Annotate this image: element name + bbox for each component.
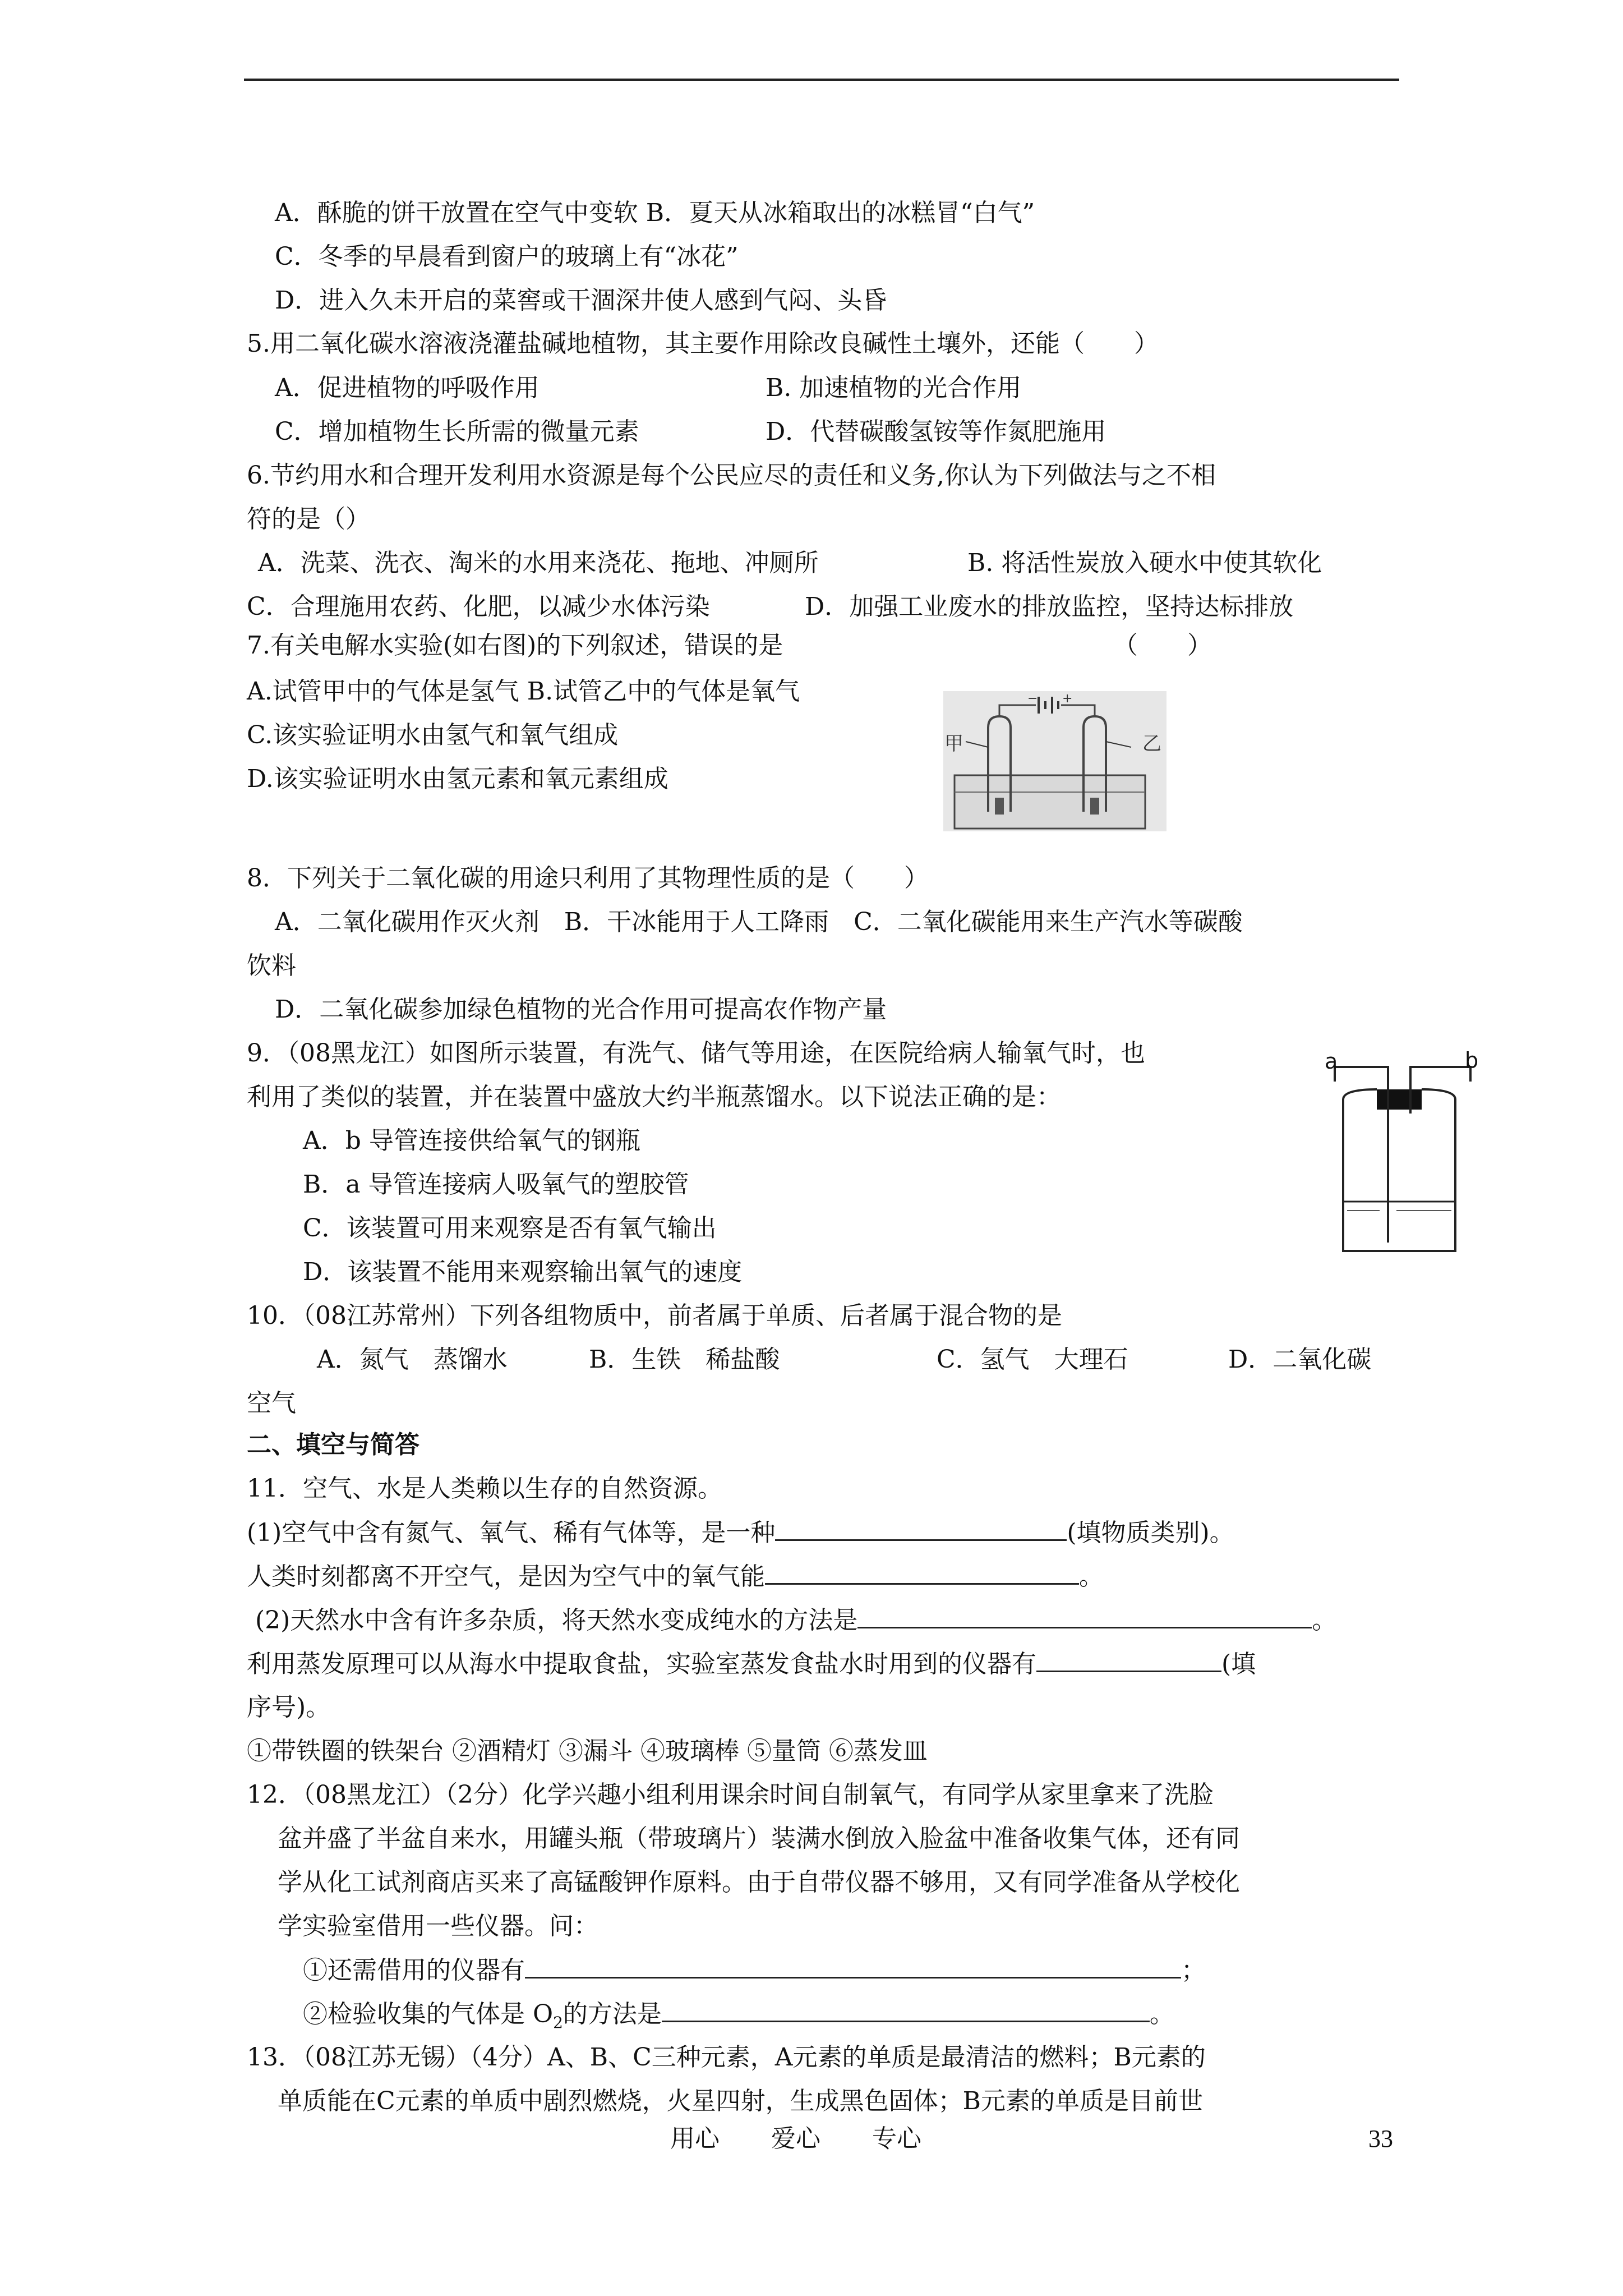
tube-a-label: a [1325, 1049, 1338, 1074]
q9-option-a: A．b 导管连接供给氧气的钢瓶 [303, 1126, 640, 1155]
q4-option-a: A．酥脆的饼干放置在空气中变软 B．夏天从冰箱取出的冰糕冒“白气” [275, 199, 1035, 227]
q12-blank-test-method[interactable] [662, 1998, 1150, 2022]
header-rule [244, 79, 1399, 81]
q5-option-b: B. 加速植物的光合作用 [766, 374, 1022, 402]
q11-blank-oxygen-function[interactable] [765, 1561, 1079, 1585]
q8-options-abc-cont: 饮料 [247, 951, 296, 980]
electrolysis-apparatus-drawing [943, 691, 1166, 831]
q13-line1: 13．（08江苏无锡）（4分）A、B、C三种元素，A元素的单质是最清洁的燃料；B元素的 [247, 2043, 1206, 2072]
q11-blank-substance-type[interactable] [775, 1517, 1067, 1541]
q10-option-d-cont: 空气 [247, 1389, 296, 1418]
q9-stem-line1: 9．（08黑龙江）如图所示装置，有洗气、储气等用途，在医院给病人输氧气时，也 [247, 1039, 1145, 1068]
svg-text:+: + [1062, 692, 1073, 706]
gas-washing-bottle-drawing [1324, 1055, 1481, 1265]
q9-option-d: D．该装置不能用来观察输出氧气的速度 [303, 1258, 743, 1286]
footer-motto-1: 用心 [670, 2124, 720, 2153]
q12-line3: 学从化工试剂商店买来了高锰酸钾作原料。由于自带仪器不够用，又有同学准备从学校化 [278, 1868, 1240, 1897]
q7-stem: 7.有关电解水实验(如右图)的下列叙述，错误的是 [247, 631, 783, 660]
q8-options-abc: A．二氧化碳用作灭火剂 B．干冰能用于人工降雨 C．二氧化碳能用来生产汽水等碳酸 [275, 908, 1243, 936]
q11-part1-line2: 人类时刻都离不开空气，是因为空气中的氧气能 。 [247, 1561, 1104, 1593]
q12-blank-instruments[interactable] [525, 1954, 1181, 1978]
q9-option-c: C．该装置可用来观察是否有氧气输出 [303, 1214, 717, 1243]
q9-option-b: B．a 导管连接病人吸氧气的塑胶管 [303, 1170, 689, 1199]
q10-option-b: B．生铁 稀盐酸 [589, 1345, 780, 1374]
q7-option-c: C.该实验证明水由氢气和氧气组成 [247, 721, 619, 749]
q5-option-c: C．增加植物生长所需的微量元素 [275, 417, 639, 446]
q11-part2-line3: 序号)。 [247, 1693, 331, 1722]
footer-motto-3: 专心 [872, 2124, 921, 2153]
q11-stem: 11．空气、水是人类赖以生存的自然资源。 [247, 1474, 722, 1503]
q6-stem-line2: 符的是（） [247, 505, 370, 533]
q12-line4: 学实验室借用一些仪器。问： [278, 1912, 598, 1940]
q4-option-d: D．进入久未开启的菜窖或干涸深井使人感到气闷、头昏 [275, 286, 887, 315]
q5-option-a: A．促进植物的呼吸作用 [275, 374, 540, 402]
q6-stem-line1: 6.节约用水和合理开发利用水资源是每个公民应尽的责任和义务,你认为下列做法与之不相 [247, 461, 1216, 490]
electrolysis-figure [943, 691, 1166, 831]
q11-part2-line2: 利用蒸发原理可以从海水中提取食盐，实验室蒸发食盐水时用到的仪器有 (填 [247, 1648, 1256, 1680]
q12-line2: 盆并盛了半盆自来水，用罐头瓶（带玻璃片）装满水倒放入脸盆中准备收集气体，还有同 [278, 1824, 1240, 1853]
tube-b-label: b [1465, 1048, 1479, 1073]
q4-option-b: B．夏天从冰箱取出的冰糕冒“白气” [645, 199, 1035, 227]
page-number: 33 [1368, 2125, 1393, 2152]
footer-motto-2: 爱心 [771, 2124, 820, 2153]
q5-option-d: D．代替碳酸氢铵等作氮肥施用 [766, 417, 1106, 446]
q11-blank-purify-method[interactable] [857, 1604, 1312, 1628]
tube-yi-label: 乙 [1142, 733, 1161, 755]
q11-part1-line1: (1)空气中含有氮气、氧气、稀有气体等，是一种 (填物质类别)。 [247, 1517, 1234, 1549]
gas-washing-bottle-figure [1324, 1048, 1481, 1265]
q10-option-a: A．氮气 蒸馏水 [317, 1345, 508, 1374]
q7-answer-paren: （ ） [1113, 631, 1212, 660]
q6-option-c: C．合理施用农药、化肥，以减少水体污染 [247, 592, 710, 621]
q9-stem-line2: 利用了类似的装置，并在装置中盛放大约半瓶蒸馏水。以下说法正确的是： [247, 1083, 1061, 1111]
q6-option-b: B. 将活性炭放入硬水中使其软化 [967, 549, 1322, 577]
q10-option-d: D．二氧化碳 [1228, 1345, 1372, 1374]
q13-line2: 单质能在C元素的单质中剧烈燃烧，火星四射，生成黑色固体；B元素的单质是目前世 [278, 2087, 1203, 2115]
section-heading: 二、填空与简答 [247, 1430, 419, 1459]
q12-sub1: ①还需借用的仪器有 ； [303, 1954, 1206, 1986]
q8-stem: 8．下列关于二氧化碳的用途只利用了其物理性质的是（ ） [247, 864, 929, 892]
tube-jia-label: 甲 [944, 733, 963, 755]
q5-stem: 5.用二氧化碳水溶液浇灌盐碱地植物，其主要作用除改良碱性土壤外，还能（ ） [247, 329, 1159, 358]
q11-part2-line1: (2)天然水中含有许多杂质，将天然水变成纯水的方法是 。 [255, 1604, 1336, 1636]
q10-option-c: C．氢气 大理石 [937, 1345, 1128, 1374]
q7-option-ab: A.试管甲中的气体是氢气 B.试管乙中的气体是氧气 [247, 677, 800, 706]
q11-instrument-list: ①带铁圈的铁架台 ②酒精灯 ③漏斗 ④玻璃棒 ⑤量筒 ⑥蒸发皿 [247, 1737, 928, 1765]
q6-option-d: D．加强工业废水的排放监控，坚持达标排放 [805, 592, 1294, 621]
q12-line1: 12．（08黑龙江）（2分）化学兴趣小组利用课余时间自制氧气，有同学从家里拿来了洗脸 [247, 1780, 1214, 1809]
svg-text:−: − [1027, 692, 1038, 706]
q8-option-d: D．二氧化碳参加绿色植物的光合作用可提高农作物产量 [275, 995, 887, 1024]
q7-option-d: D.该实验证明水由氢元素和氧元素组成 [247, 765, 668, 793]
q10-stem: 10．（08江苏常州）下列各组物质中，前者属于单质、后者属于混合物的是 [247, 1301, 1062, 1330]
q4-option-c: C．冬季的早晨看到窗户的玻璃上有“冰花” [275, 242, 739, 271]
q6-option-a: A．洗菜、洗衣、淘米的水用来浇花、拖地、冲厕所 [258, 549, 819, 577]
q11-blank-instruments[interactable] [1036, 1648, 1221, 1672]
q12-sub2: ②检验收集的气体是 $O_2$的方法是 。 [303, 1998, 1174, 2039]
